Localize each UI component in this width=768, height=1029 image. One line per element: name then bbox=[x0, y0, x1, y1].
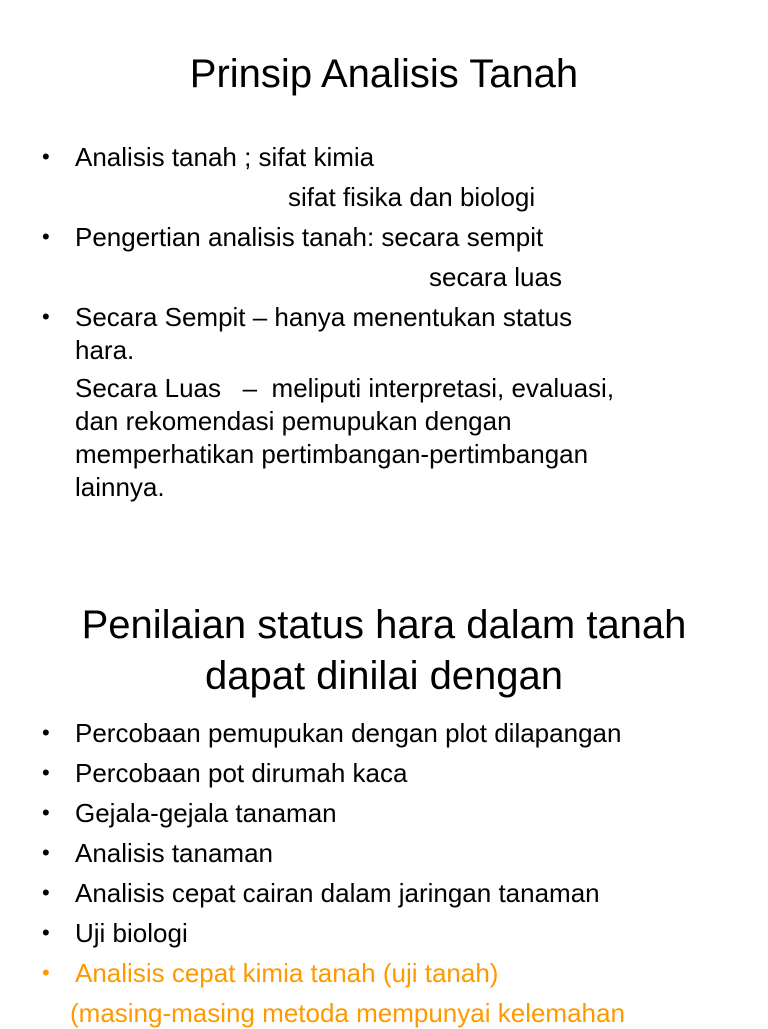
bullet-icon-highlight: • bbox=[42, 960, 50, 985]
bullet-icon: • bbox=[42, 304, 50, 329]
bullet-text-analisis: Analisis tanah ; sifat kimia bbox=[75, 142, 375, 172]
bullet-text-pengertian: Pengertian analisis tanah: secara sempit bbox=[75, 222, 544, 252]
paragraph-secara-luas-line3: memperhatikan pertimbangan-pertimbangan bbox=[75, 439, 589, 469]
slide-title-penilaian-line1: Penilaian status hara dalam tanah bbox=[81, 603, 687, 647]
list-item: Uji biologi bbox=[75, 918, 188, 948]
list-item-highlight: Analisis cepat kimia tanah (uji tanah) bbox=[75, 958, 499, 988]
paragraph-secara-luas-line2: dan rekomendasi pemupukan dengan bbox=[75, 406, 512, 436]
bullet-continuation-sifat-fisika: sifat fisika dan biologi bbox=[288, 182, 536, 212]
bullet-text-secara-sempit-wrap: hara. bbox=[75, 335, 135, 365]
slide-title-penilaian-line2: dapat dinilai dengan bbox=[204, 654, 564, 698]
bullet-icon: • bbox=[42, 224, 50, 249]
paragraph-secara-luas-line4: lainnya. bbox=[75, 472, 165, 502]
bullet-icon: • bbox=[42, 920, 50, 945]
list-item: Percobaan pot dirumah kaca bbox=[75, 758, 408, 788]
bullet-icon: • bbox=[42, 840, 50, 865]
list-item: Analisis cepat cairan dalam jaringan tanaman bbox=[75, 878, 600, 908]
list-item: Analisis tanaman bbox=[75, 838, 273, 868]
bullet-continuation-secara-luas: secara luas bbox=[429, 262, 562, 292]
slide-title-prinsip: Prinsip Analisis Tanah bbox=[189, 52, 579, 96]
bullet-icon: • bbox=[42, 144, 50, 169]
bullet-icon: • bbox=[42, 720, 50, 745]
list-item: Gejala-gejala tanaman bbox=[75, 798, 337, 828]
bullet-icon: • bbox=[42, 880, 50, 905]
bullet-icon: • bbox=[42, 800, 50, 825]
list-item: Percobaan pemupukan dengan plot dilapangan bbox=[75, 718, 622, 748]
paragraph-secara-luas: Secara Luas – meliputi interpretasi, evaluasi, bbox=[75, 373, 615, 403]
list-item-highlight-continuation: (masing-masing metoda mempunyai kelemahan bbox=[70, 998, 625, 1028]
bullet-text-secara-sempit: Secara Sempit – hanya menentukan status bbox=[75, 302, 573, 332]
bullet-icon: • bbox=[42, 760, 50, 785]
